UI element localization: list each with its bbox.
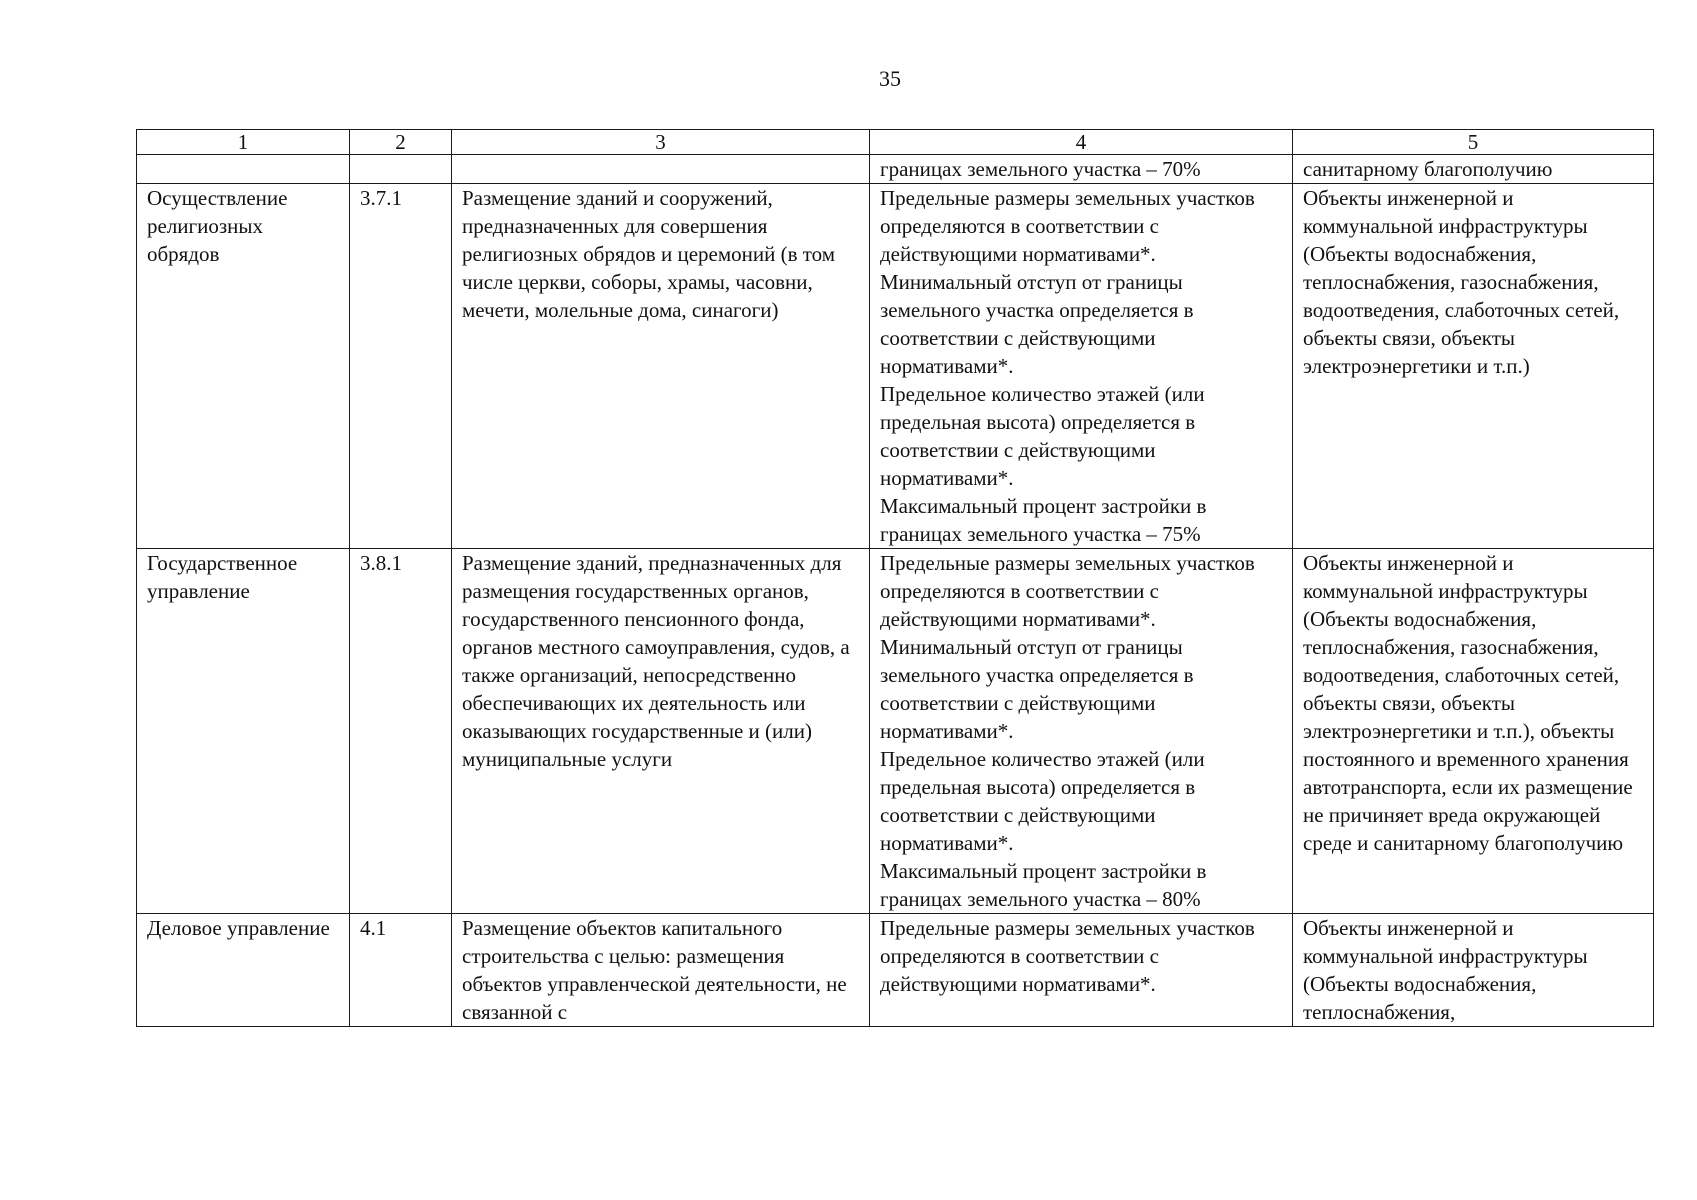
parameter-text: Максимальный процент застройки в границах земельного участка – 80%	[880, 859, 1207, 911]
description-cell: Размещение зданий и сооружений, предназначенных для совершения религиозных обрядов и церемоний (в том числе церкви, соборы, храмы, часовни, мечети, молельные дома, синагоги)	[452, 184, 870, 549]
continuation-cell-2	[350, 155, 452, 184]
header-cell-5: 5	[1293, 130, 1654, 155]
parameter-text: Максимальный процент застройки в границах земельного участка – 75%	[880, 494, 1207, 546]
parameter-text: Предельные размеры земельных участков определяются в соответствии с действующими нормативами*.	[880, 916, 1255, 996]
use-code-cell: 3.7.1	[350, 184, 452, 549]
zoning-table	[136, 129, 1654, 1027]
auxiliary-uses-cell: Объекты инженерной и коммунальной инфраструктуры (Объекты водоснабжения, теплоснабжения,	[1293, 914, 1654, 1027]
continuation-cell-5: санитарному благополучию	[1293, 155, 1654, 184]
header-cell-4: 4	[870, 130, 1293, 155]
description-cell: Размещение зданий, предназначенных для размещения государственных органов, государственного пенсионного фонда, органов местного самоуправления, судов, а также организаций, непосредственно обеспечивающих их деятельность или оказывающих государственные и (или) муниципальные услуги	[452, 549, 870, 914]
parameter-text: Предельные размеры земельных участков определяются в соответствии с действующими нормативами*.	[880, 551, 1255, 631]
page-number: 35	[879, 66, 901, 91]
parameter-text: Минимальный отступ от границы земельного участка определяется в соответствии с действующими нормативами*.	[880, 635, 1194, 743]
use-name-cell: Деловое управление	[137, 914, 350, 1027]
parameter-text: Предельные размеры земельных участков определяются в соответствии с действующими нормативами*.	[880, 186, 1255, 266]
continuation-row	[137, 155, 1654, 184]
use-name-cell: Осуществление религиозных обрядов	[137, 184, 350, 549]
table-row	[137, 184, 1654, 549]
header-cell-3: 3	[452, 130, 870, 155]
auxiliary-uses-cell: Объекты инженерной и коммунальной инфраструктуры (Объекты водоснабжения, теплоснабжения, газоснабжения, водоотведения, слаботочных сетей, объекты связи, объекты электроэнергетики и т.п.), объекты постоянного и временного хранения автотранспорта, если их размещение не причиняет вреда окружающей среде и санитарному благополучию	[1293, 549, 1654, 914]
use-code-cell: 3.8.1	[350, 549, 452, 914]
header-cell-1: 1	[137, 130, 350, 155]
use-name-cell: Государственное управление	[137, 549, 350, 914]
continuation-cell-3	[452, 155, 870, 184]
continuation-cell-1	[137, 155, 350, 184]
continuation-cell-4: границах земельного участка – 70%	[870, 155, 1293, 184]
header-cell-2: 2	[350, 130, 452, 155]
header-row	[137, 130, 1654, 155]
use-code-cell: 4.1	[350, 914, 452, 1027]
table-row	[137, 549, 1654, 914]
parameter-text: Предельное количество этажей (или предельная высота) определяется в соответствии с действующими нормативами*.	[880, 382, 1205, 490]
parameter-text: Предельное количество этажей (или предельная высота) определяется в соответствии с действующими нормативами*.	[880, 747, 1205, 855]
parameter-text: Минимальный отступ от границы земельного участка определяется в соответствии с действующими нормативами*.	[880, 270, 1194, 378]
parameters-cell	[870, 914, 1293, 1027]
table-row	[137, 914, 1654, 1027]
auxiliary-uses-cell: Объекты инженерной и коммунальной инфраструктуры (Объекты водоснабжения, теплоснабжения, газоснабжения, водоотведения, слаботочных сетей, объекты связи, объекты электроэнергетики и т.п.)	[1293, 184, 1654, 549]
description-cell: Размещение объектов капитального строительства с целью: размещения объектов управленческой деятельности, не связанной с	[452, 914, 870, 1027]
parameters-cell	[870, 549, 1293, 914]
parameters-cell	[870, 184, 1293, 549]
